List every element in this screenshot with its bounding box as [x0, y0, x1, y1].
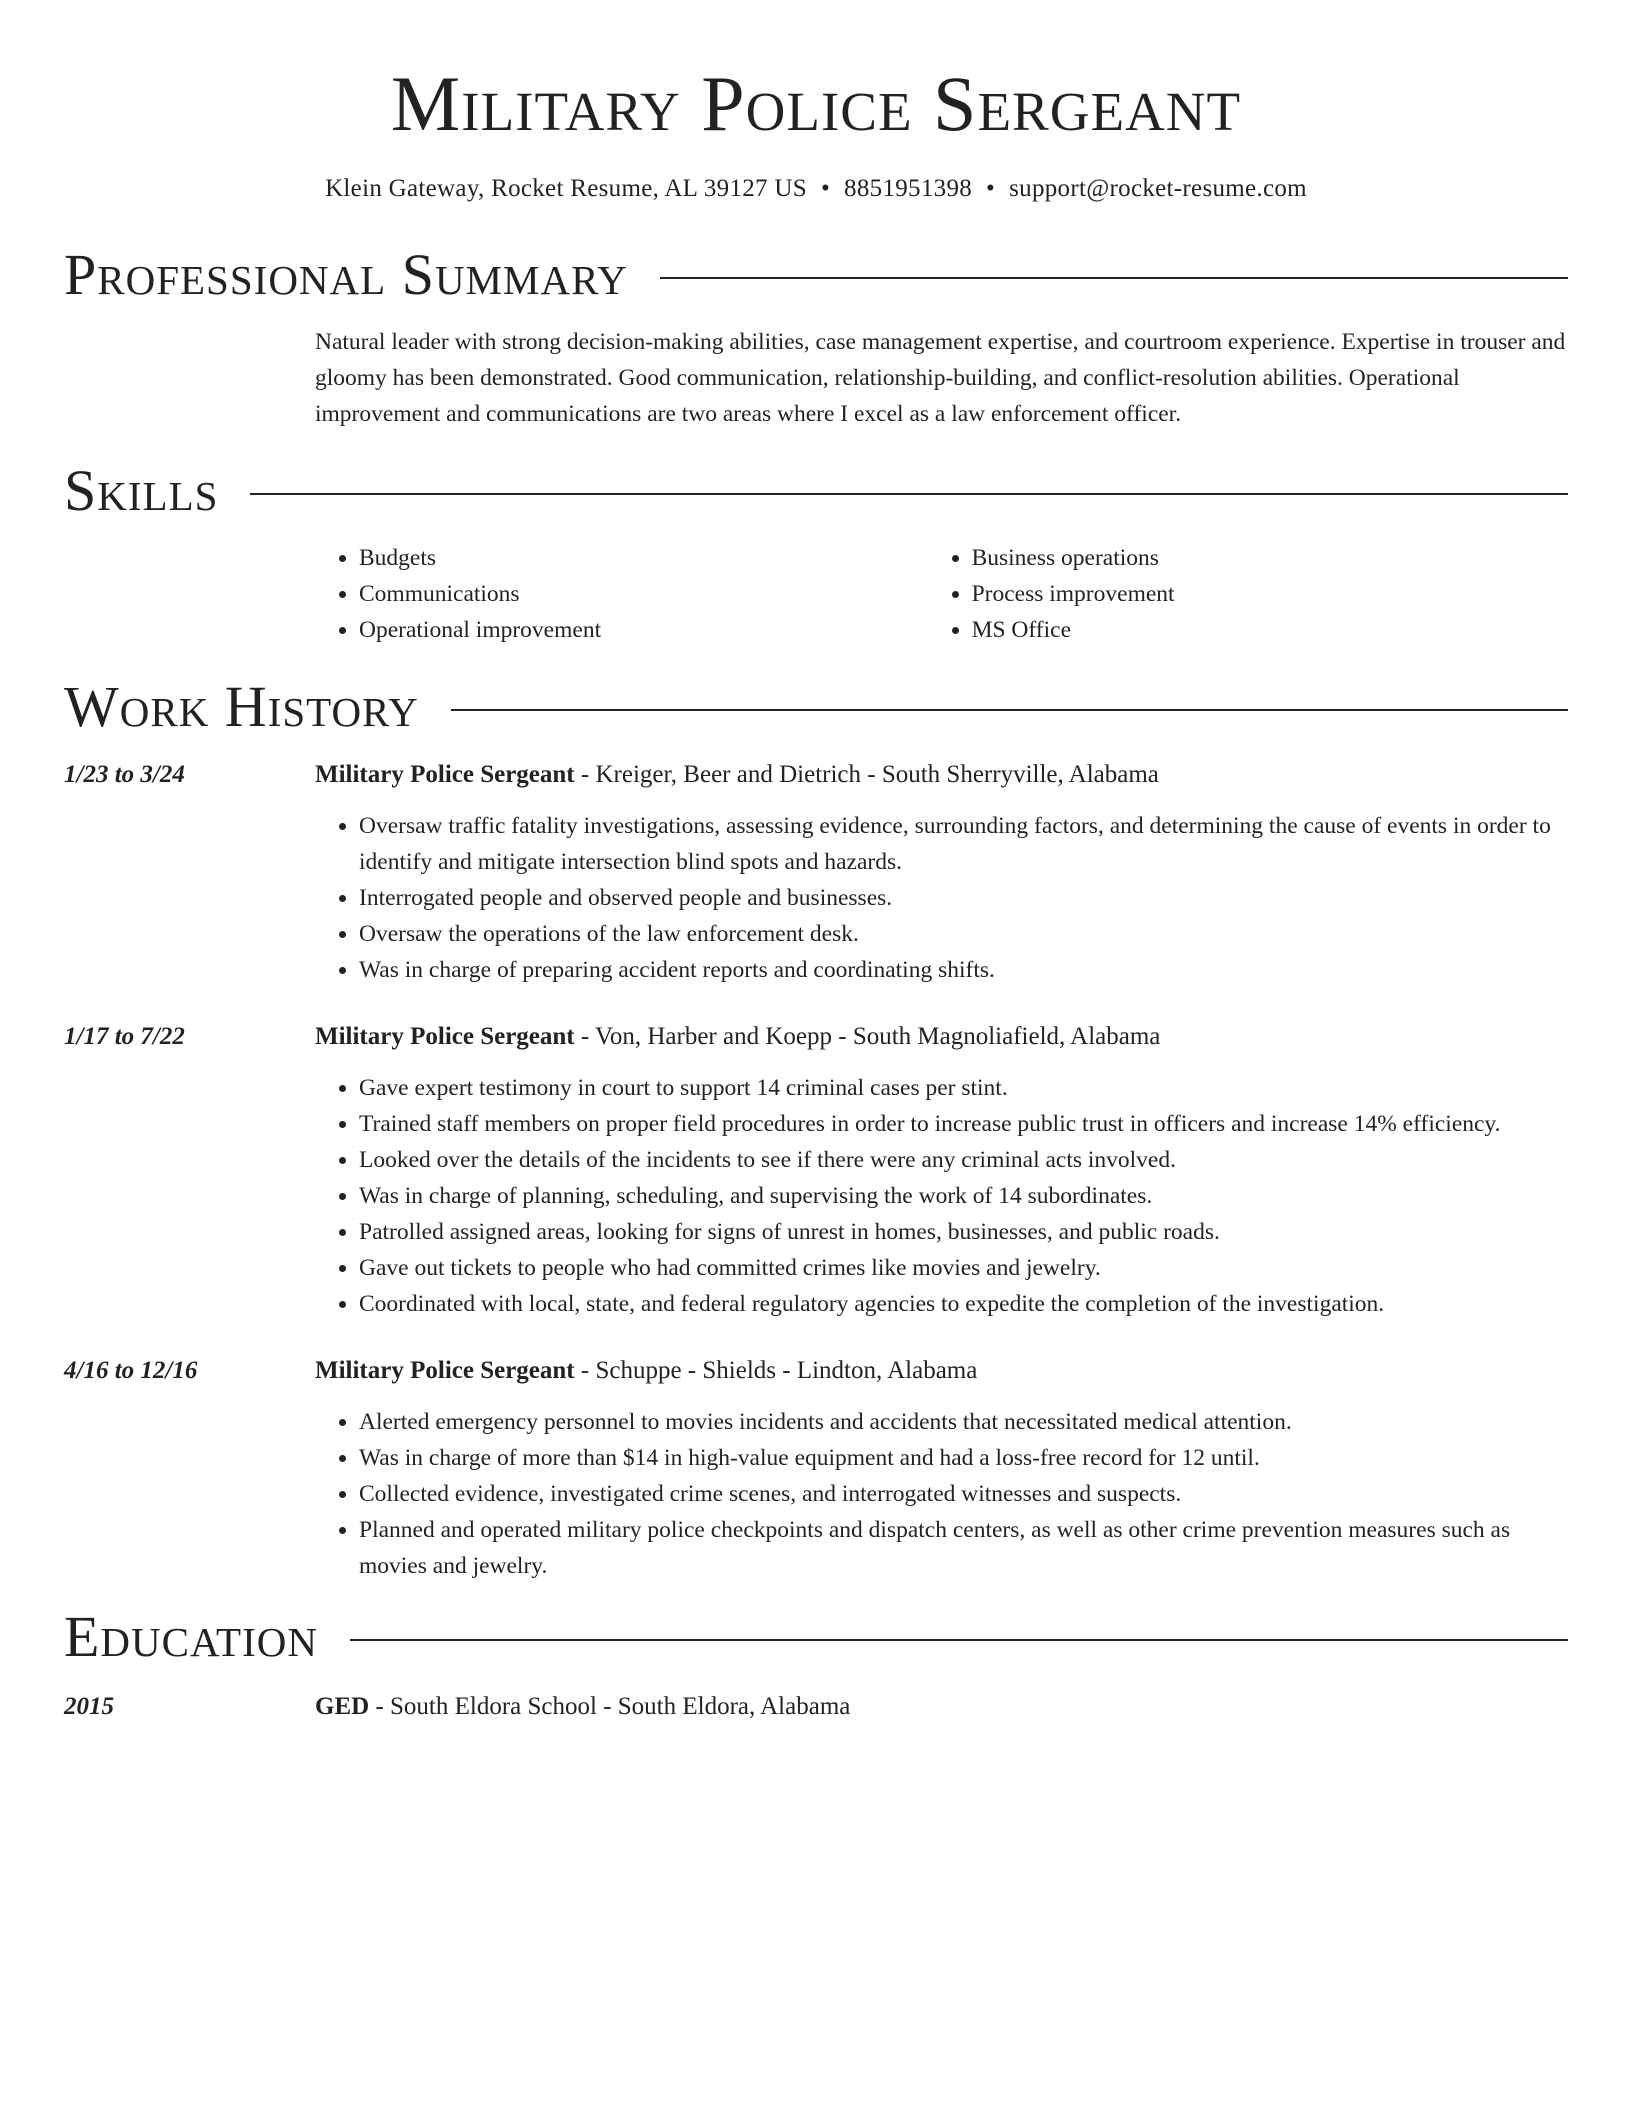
- skills-column-right: [928, 540, 1568, 648]
- skill-item: • Budgets: [359, 540, 928, 576]
- contact-line: [64, 172, 1568, 206]
- job-bullet: • Was in charge of planning, scheduling, and supervising the work of 14 subordinates.: [359, 1178, 1568, 1214]
- job-title: Military Police Sergeant: [315, 761, 575, 788]
- education-year: 2015: [64, 1693, 114, 1720]
- job-entry: [64, 758, 1568, 988]
- job-bullets: [315, 808, 1568, 988]
- contact-address: Klein Gateway, Rocket Resume, AL 39127 US: [325, 175, 807, 202]
- section-divider: [451, 709, 1568, 711]
- resume-page: [64, 0, 1568, 1724]
- section-title: Skills: [64, 458, 219, 523]
- skill-item: • Business operations: [972, 540, 1568, 576]
- job-bullets: [315, 1404, 1568, 1584]
- job-bullet: • Gave expert testimony in court to support 14 criminal cases per stint.: [359, 1070, 1568, 1106]
- education-degree: GED: [315, 1693, 370, 1720]
- section-education-header: [64, 1604, 1568, 1670]
- job-title: Military Police Sergeant: [315, 1357, 575, 1384]
- skill-item: • MS Office: [972, 612, 1568, 648]
- education-entry: [64, 1690, 1568, 1724]
- section-divider: [660, 277, 1568, 279]
- job-bullet: • Was in charge of preparing accident reports and coordinating shifts.: [359, 952, 1568, 988]
- job-dates: 1/23 to 3/24: [64, 761, 185, 788]
- section-divider: [350, 1639, 1568, 1641]
- section-divider: [250, 493, 1568, 495]
- education-heading: [315, 1690, 850, 1724]
- section-title: Work History: [64, 674, 419, 739]
- job-bullet: • Alerted emergency personnel to movies incidents and accidents that necessitated medical attention.: [359, 1404, 1568, 1440]
- contact-separator: •: [986, 175, 996, 202]
- job-bullet: • Gave out tickets to people who had committed crimes like movies and jewelry.: [359, 1250, 1568, 1286]
- job-entry: [64, 1020, 1568, 1322]
- skill-item: • Operational improvement: [359, 612, 928, 648]
- skill-item: • Communications: [359, 576, 928, 612]
- job-bullet: • Was in charge of more than $14 in high-value equipment and had a loss-free record for 12 until.: [359, 1440, 1568, 1476]
- job-bullet: • Trained staff members on proper field procedures in order to increase public trust in officers and increase 14% efficiency.: [359, 1106, 1568, 1142]
- job-title: Military Police Sergeant: [315, 1023, 575, 1050]
- job-heading: [315, 1020, 1160, 1054]
- contact-email: support@rocket-resume.com: [1009, 175, 1307, 202]
- job-bullet: • Oversaw the operations of the law enforcement desk.: [359, 916, 1568, 952]
- job-heading: [315, 1354, 977, 1388]
- job-bullet: • Patrolled assigned areas, looking for signs of unrest in homes, businesses, and public roads.: [359, 1214, 1568, 1250]
- summary-text: Natural leader with strong decision-making abilities, case management expertise, and courtroom experience. Expertise in trouser and gloomy has been demonstrated. Good communication, relationship-building, and conflict-resolution abilities. Operational improvement and communications are two areas where I excel as a law enforcement officer.: [315, 329, 1566, 427]
- job-employer: - Von, Harber and Koepp - South Magnoliafield, Alabama: [574, 1023, 1161, 1050]
- section-title: Professional Summary: [64, 242, 628, 307]
- job-bullet: • Interrogated people and observed people and businesses.: [359, 880, 1568, 916]
- contact-separator: •: [820, 175, 831, 202]
- skills-list: [315, 540, 1568, 648]
- education-school: - South Eldora School - South Eldora, Alabama: [369, 1693, 851, 1720]
- resume-name: Military Police Sergeant: [390, 60, 1242, 147]
- job-dates: 1/17 to 7/22: [64, 1023, 185, 1050]
- section-skills-header: [64, 458, 1568, 524]
- contact-phone: 8851951398: [844, 175, 973, 202]
- skills-column-left: [315, 540, 928, 648]
- job-bullet: • Looked over the details of the incidents to see if there were any criminal acts involved.: [359, 1142, 1568, 1178]
- job-dates: 4/16 to 12/16: [64, 1357, 198, 1384]
- section-title: Education: [64, 1604, 318, 1669]
- job-entry: [64, 1354, 1568, 1584]
- job-bullet: • Coordinated with local, state, and federal regulatory agencies to expedite the completion of the investigation.: [359, 1286, 1568, 1322]
- job-employer: - Schuppe - Shields - Lindton, Alabama: [574, 1357, 978, 1384]
- skill-item: • Process improvement: [972, 576, 1568, 612]
- job-heading: [315, 758, 1159, 792]
- job-employer: - Kreiger, Beer and Dietrich - South Sherryville, Alabama: [574, 761, 1159, 788]
- section-work-header: [64, 674, 1568, 740]
- job-bullets: [315, 1070, 1568, 1322]
- section-summary-header: [64, 242, 1568, 308]
- job-bullet: • Planned and operated military police checkpoints and dispatch centers, as well as other crime prevention measures such as movies and jewelry.: [359, 1512, 1568, 1584]
- job-bullet: • Oversaw traffic fatality investigations, assessing evidence, surrounding factors, and determining the cause of events in order to identify and mitigate intersection blind spots and hazards.: [359, 808, 1568, 880]
- job-bullet: • Collected evidence, investigated crime scenes, and interrogated witnesses and suspects.: [359, 1476, 1568, 1512]
